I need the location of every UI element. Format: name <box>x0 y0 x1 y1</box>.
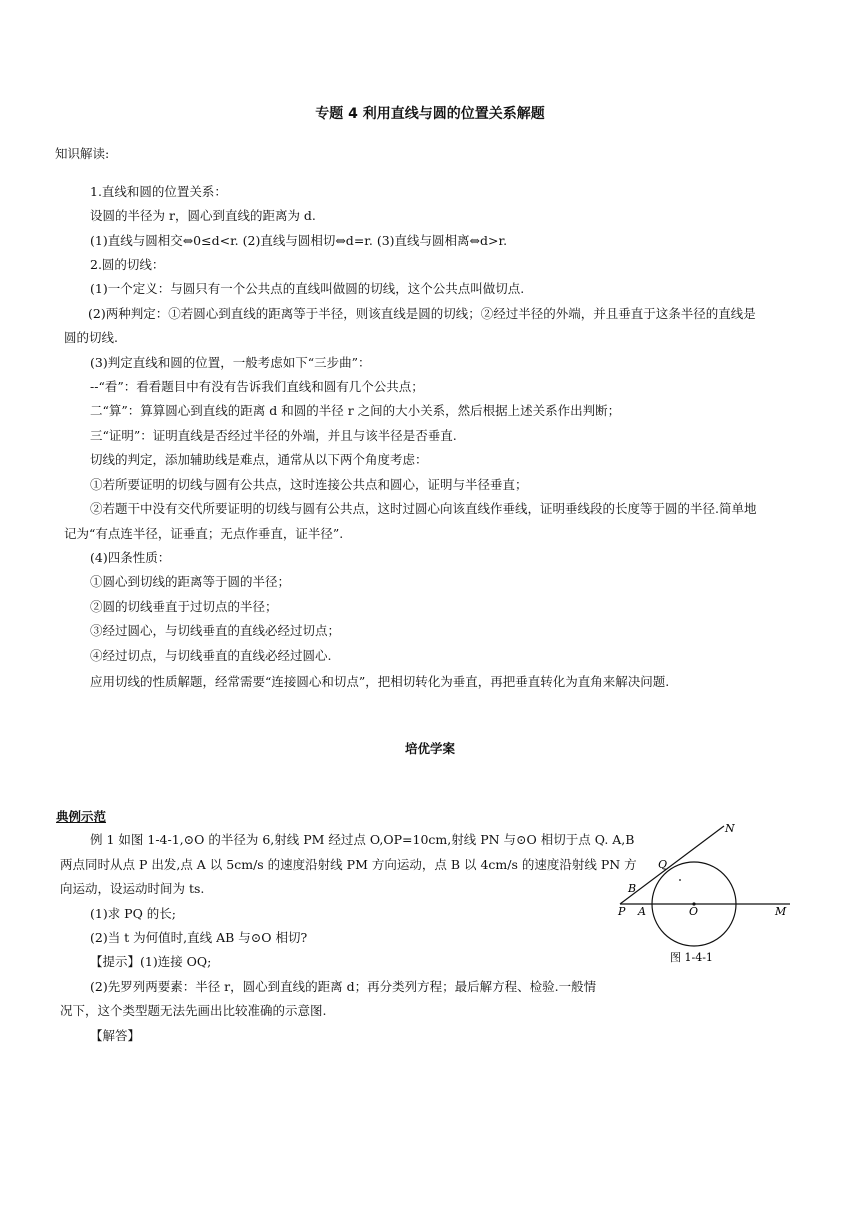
example-line: 况下，这个类型题无法先画出比较准确的示意图. <box>60 1003 327 1018</box>
example-heading: 典例示范 <box>56 809 107 824</box>
label-a: A <box>638 905 646 918</box>
knowledge-line: ①若所要证明的切线与圆有公共点，这时连接公共点和圆心，证明与半径垂直； <box>90 477 528 492</box>
example-line: 例 1 如图 1-4-1,⊙O 的半径为 6,射线 PM 经过点 O,OP=10cm,射线 PN 与⊙O 相切于点 Q. A,B <box>90 832 635 847</box>
knowledge-line: 切线的判定，添加辅助线是难点，通常从以下两个角度考虑： <box>90 452 428 467</box>
example-line: 【提示】(1)连接 OQ; <box>90 954 212 969</box>
example-line: 两点同时从点 P 出发,点 A 以 5cm/s 的速度沿射线 PM 方向运动，点 B 以 4cm/s 的速度沿射线 PN 方 <box>60 857 637 872</box>
label-q: Q <box>658 858 668 871</box>
knowledge-line: (1)直线与圆相交⇔0≤d<r. (2)直线与圆相切⇔d=r. (3)直线与圆相离⇔d>r. <box>90 233 508 248</box>
knowledge-line: (3)判定直线和圆的位置，一般考虑如下“三步曲”： <box>90 355 371 370</box>
knowledge-line: 圆的切线. <box>64 330 118 345</box>
knowledge-line: --“看”：看看题目中有没有告诉我们直线和圆有几个公共点； <box>90 379 424 394</box>
knowledge-line: 三“证明”：证明直线是否经过半径的外端，并且与该半径是否垂直. <box>90 428 457 443</box>
intro-label: 知识解读: <box>55 146 110 161</box>
label-o: O <box>689 905 699 918</box>
knowledge-line: 1.直线和圆的位置关系： <box>90 184 227 199</box>
knowledge-line: 设圆的半径为 r，圆心到直线的距离为 d. <box>90 208 316 223</box>
knowledge-line: 应用切线的性质解题，经常需要“连接圆心和切点”，把相切转化为垂直，再把垂直转化为直角来解决问题. <box>90 674 670 689</box>
knowledge-line: 2.圆的切线： <box>90 257 165 272</box>
knowledge-line: ②若题干中没有交代所要证明的切线与圆有公共点，这时过圆心向该直线作垂线，证明垂线段的长度等于圆的半径.简单地 <box>90 501 757 516</box>
example-line: (1)求 PQ 的长; <box>90 906 177 921</box>
interior-dot <box>679 879 681 881</box>
figure-caption: 图 1-4-1 <box>670 951 713 964</box>
knowledge-line: (2)两种判定：①若圆心到直线的距离等于半径，则该直线是圆的切线；②经过半径的外端，并且垂直于这条半径的直线是 <box>88 306 756 321</box>
knowledge-line: 记为“有点连半径，证垂直；无点作垂直，证半径”. <box>64 526 344 541</box>
section-title: 培优学案 <box>404 741 455 756</box>
example-line: 【解答】 <box>90 1028 141 1043</box>
page-title: 专题 4 利用直线与圆的位置关系解题 <box>315 106 545 122</box>
knowledge-line: ③经过圆心，与切线垂直的直线必经过切点； <box>90 623 341 638</box>
knowledge-line: ④经过切点，与切线垂直的直线必经过圆心. <box>90 648 332 663</box>
label-n: N <box>725 822 735 835</box>
knowledge-line: ①圆心到切线的距离等于圆的半径； <box>90 574 291 589</box>
label-p: P <box>618 905 626 918</box>
example-line: (2)当 t 为何值时,直线 AB 与⊙O 相切? <box>90 930 308 945</box>
geometry-figure <box>612 818 802 968</box>
knowledge-line: 二“算”：算算圆心到直线的距离 d 和圆的半径 r 之间的大小关系，然后根据上述关系作出判断； <box>90 403 621 418</box>
knowledge-line: (4)四条性质： <box>90 550 171 565</box>
example-line: 向运动，设运动时间为 ts. <box>60 881 205 896</box>
label-m: M <box>775 905 787 918</box>
label-b: B <box>628 882 637 895</box>
knowledge-line: (1)一个定义：与圆只有一个公共点的直线叫做圆的切线，这个公共点叫做切点. <box>90 281 525 296</box>
example-line: (2)先罗列两要素：半径 r，圆心到直线的距离 d；再分类列方程；最后解方程、检验.一般情 <box>90 979 597 994</box>
knowledge-line: ②圆的切线垂直于过切点的半径； <box>90 599 278 614</box>
